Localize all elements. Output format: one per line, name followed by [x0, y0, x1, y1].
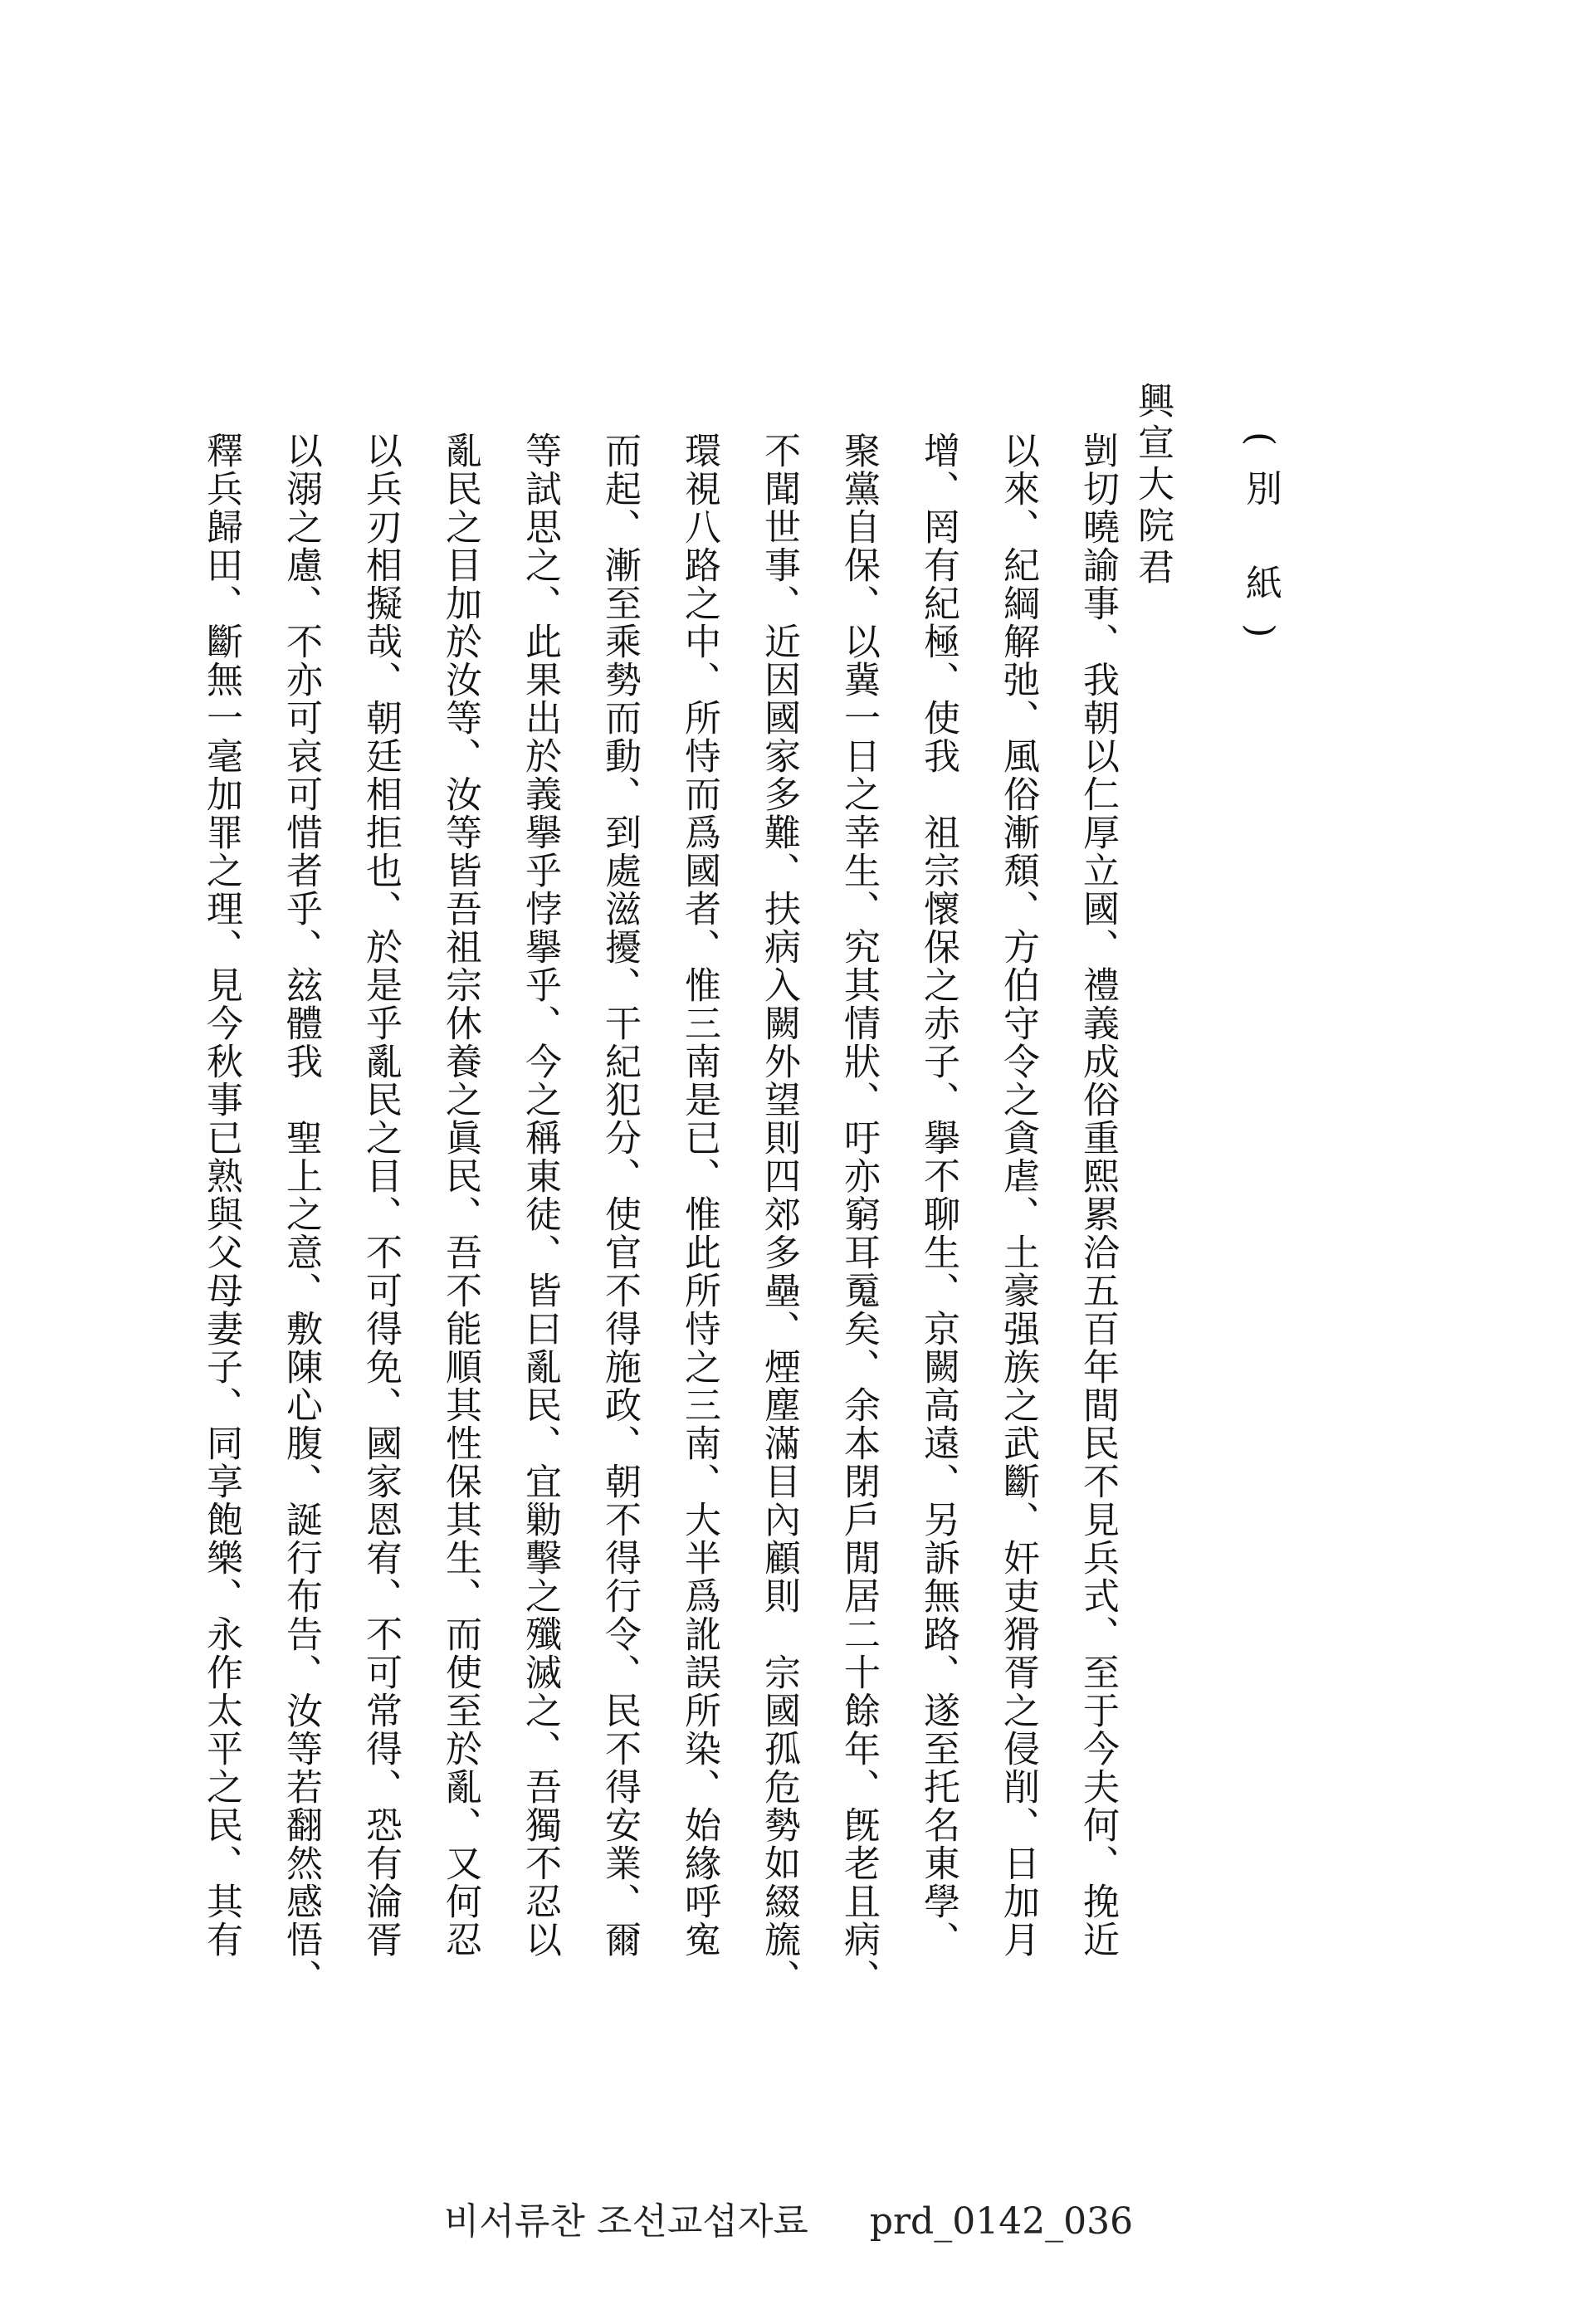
- text-line: 亂民之目加於汝等、汝等皆吾祖宗休養之眞民、吾不能順其性保其生、而使至於亂、又何忍: [439, 432, 481, 1959]
- text-line: 以溺之慮、不亦可哀可惜者乎、玆體我 聖上之意、敷陳心腹、誕行布告、汝等若翻然感悟、: [280, 432, 322, 1997]
- page-footer: [0, 2191, 1577, 2244]
- text-line: 以兵刃相擬哉、朝廷相拒也、於是乎亂民之目、不可得免、國家恩宥、不可常得、恐有淪胥: [359, 432, 402, 1959]
- footer-source: 비서류찬 조선교섭자료: [443, 2200, 808, 2243]
- footer-code: prd_0142_036: [869, 2200, 1134, 2243]
- text-line: 等試思之、此果出於義擧乎悖擧乎、今之稱東徒、皆曰亂民、宜勦擊之殲滅之、吾獨不忍以: [519, 432, 561, 1959]
- text-line: 釋兵歸田、斷無一毫加罪之理、見今秋事已熟與父母妻子、同享飽樂、永作太平之民、其有: [200, 432, 242, 1959]
- addressee: 興宣大院君: [1131, 382, 1174, 589]
- text-line: 而起、漸至乘勢而動、到處滋擾、干紀犯分、使官不得施政、朝不得行令、民不得安業、爾: [598, 432, 641, 1959]
- text-line: 聚黨自保、以冀一日之幸生、究其情狀、吁亦窮耳䰟矣、余本閉戶閒居二十餘年、旣老且病、: [837, 432, 880, 1997]
- text-line: 增、罔有紀極、使我 祖宗懷保之赤子、擧不聊生、京闕高遠、另訴無路、遂至托名東學、: [917, 432, 959, 1959]
- document-header: (別 紙): [1239, 432, 1282, 662]
- text-line: 以來、紀綱解弛、風俗漸頹、方伯守令之貪虐、土豪强族之武斷、奸吏猾胥之侵削、日加月: [997, 432, 1039, 1959]
- text-line: 剴切曉諭事、我朝以仁厚立國、禮義成俗重熙累洽五百年間民不見兵式、至于今夫何、挽近: [1077, 432, 1119, 1959]
- text-line: 環視八路之中、所恃而爲國者、惟三南是已、惟此所恃之三南、大半爲訛誤所染、始緣呼寃: [678, 432, 720, 1959]
- document-body: [181, 432, 1137, 2092]
- text-line: 不聞世事、近因國家多難、扶病入闕外望則四郊多壘、煙塵滿目內顧則 宗國孤危勢如綴旒、: [758, 432, 800, 1997]
